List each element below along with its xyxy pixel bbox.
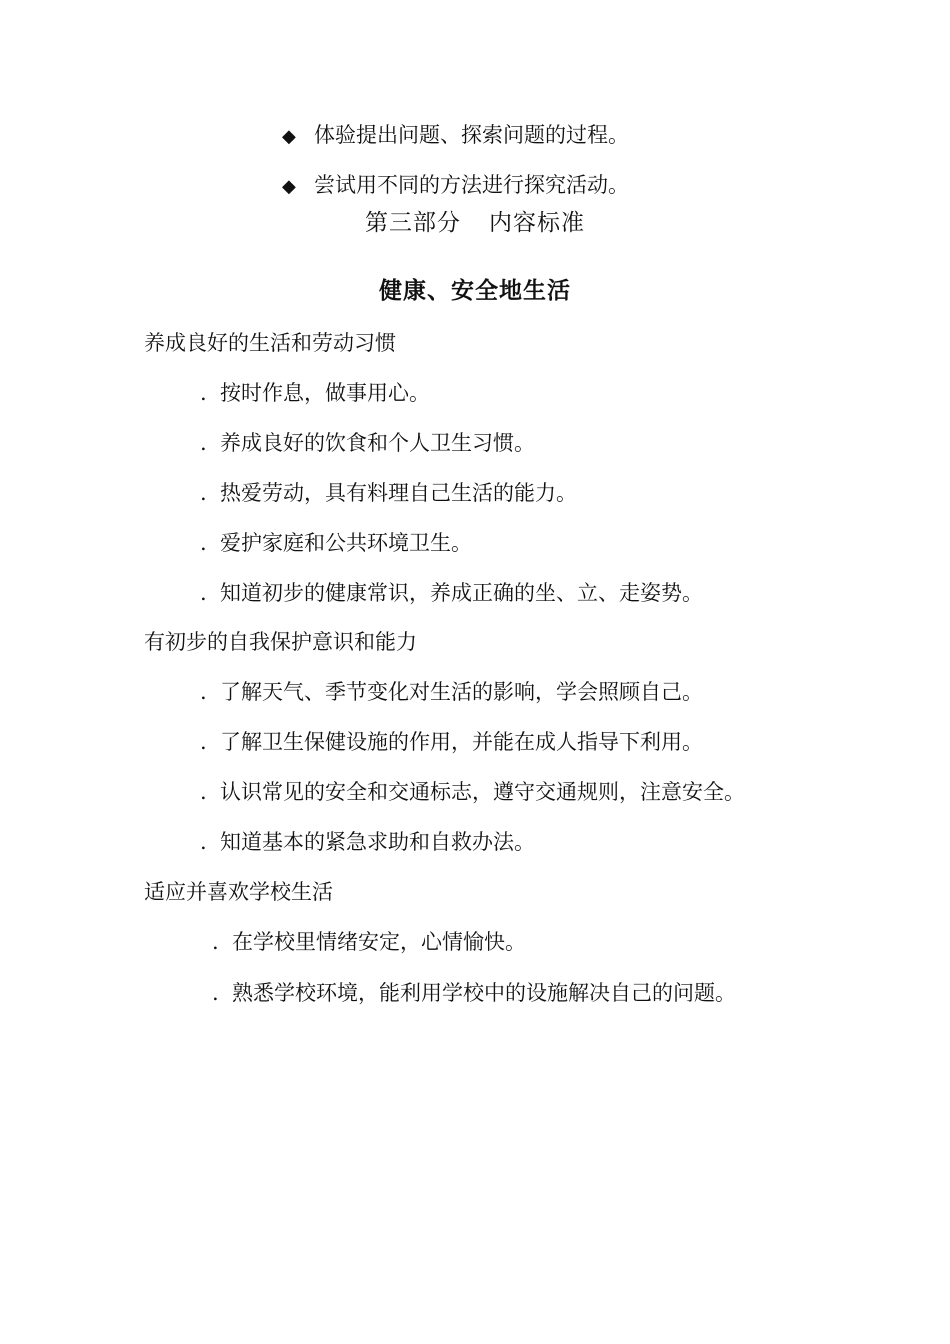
diamond-bullet-icon: ◆ bbox=[282, 176, 296, 197]
list-item-text: 了解天气、季节变化对生活的影响，学会照顾自己。 bbox=[220, 680, 703, 704]
intro-bullet-text: 尝试用不同的方法进行探究活动。 bbox=[314, 173, 629, 197]
list-item bbox=[200, 583, 703, 604]
list-item bbox=[212, 983, 736, 1004]
list-item-mark: . bbox=[200, 531, 207, 555]
list-item bbox=[200, 483, 577, 504]
list-item bbox=[200, 832, 535, 853]
group-heading: 有初步的自我保护意识和能力 bbox=[144, 630, 417, 654]
list-item bbox=[200, 732, 703, 753]
list-item-text: 知道初步的健康常识，养成正确的坐、立、走姿势。 bbox=[220, 581, 703, 605]
list-item-text: 养成良好的饮食和个人卫生习惯。 bbox=[220, 431, 535, 455]
intro-bullet-row bbox=[282, 175, 629, 196]
list-item bbox=[212, 932, 526, 953]
list-item-text: 爱护家庭和公共环境卫生。 bbox=[220, 531, 472, 555]
list-item-text: 熟悉学校环境，能利用学校中的设施解决自己的问题。 bbox=[232, 981, 736, 1005]
diamond-bullet-icon: ◆ bbox=[282, 126, 296, 147]
list-item bbox=[200, 433, 535, 454]
list-item bbox=[200, 383, 430, 404]
list-item-mark: . bbox=[200, 780, 207, 804]
list-item-text: 按时作息，做事用心。 bbox=[220, 381, 430, 405]
list-item bbox=[200, 682, 703, 703]
intro-bullet-row bbox=[282, 125, 629, 146]
group-heading: 适应并喜欢学校生活 bbox=[144, 880, 333, 904]
list-item-mark: . bbox=[200, 381, 207, 405]
list-item-text: 认识常见的安全和交通标志，遵守交通规则，注意安全。 bbox=[220, 780, 745, 804]
list-item bbox=[200, 533, 472, 554]
list-item-mark: . bbox=[200, 730, 207, 754]
list-item-mark: . bbox=[200, 431, 207, 455]
list-item-text: 知道基本的紧急求助和自救办法。 bbox=[220, 830, 535, 854]
group-heading: 养成良好的生活和劳动习惯 bbox=[144, 331, 396, 355]
list-item-text: 热爱劳动，具有料理自己生活的能力。 bbox=[220, 481, 577, 505]
list-item bbox=[200, 782, 745, 803]
intro-bullet-text: 体验提出问题、探索问题的过程。 bbox=[314, 123, 629, 147]
list-item-mark: . bbox=[212, 981, 219, 1005]
list-item-text: 了解卫生保健设施的作用，并能在成人指导下利用。 bbox=[220, 730, 703, 754]
part-title bbox=[0, 212, 950, 235]
list-item-text: 在学校里情绪安定，心情愉快。 bbox=[232, 930, 526, 954]
list-item-mark: . bbox=[200, 680, 207, 704]
section-title: 健康、安全地生活 bbox=[379, 278, 571, 304]
part-number: 第三部分 bbox=[365, 210, 461, 236]
list-item-mark: . bbox=[200, 481, 207, 505]
list-item-mark: . bbox=[200, 581, 207, 605]
list-item-mark: . bbox=[200, 830, 207, 854]
list-item-mark: . bbox=[212, 930, 219, 954]
part-name: 内容标准 bbox=[489, 210, 585, 236]
